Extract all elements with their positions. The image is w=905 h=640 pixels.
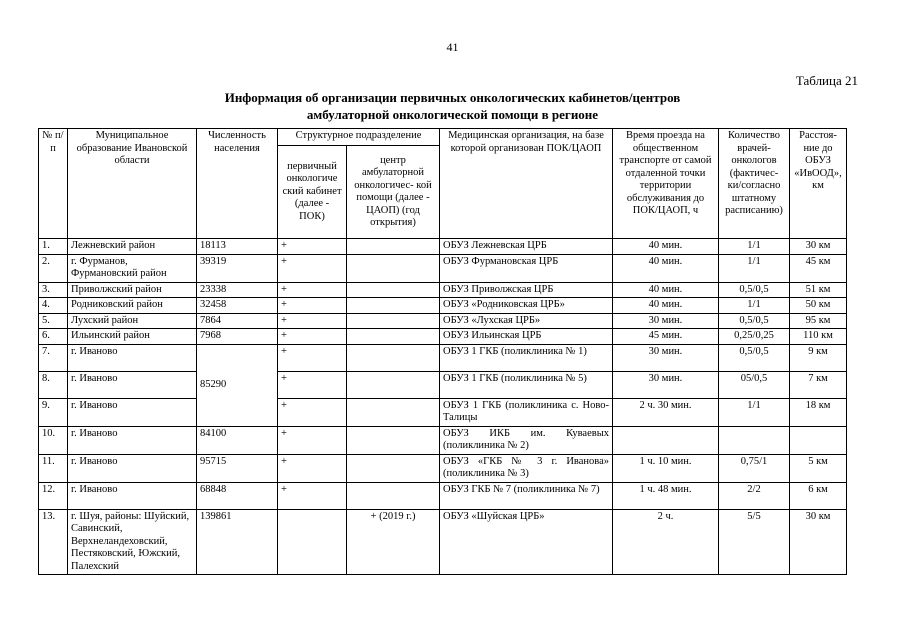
cell-med-org: ОБУЗ Ильинская ЦРБ [440, 329, 613, 345]
cell-num: 6. [39, 329, 68, 345]
cell-travel-time: 40 мин. [613, 239, 719, 255]
cell-population: 68848 [197, 482, 278, 509]
cell-num: 11. [39, 454, 68, 482]
cell-distance: 6 км [790, 482, 847, 509]
cell-caop [347, 371, 440, 398]
cell-caop [347, 344, 440, 371]
cell-pok: + [278, 282, 347, 298]
cell-distance: 7 км [790, 371, 847, 398]
cell-num: 9. [39, 398, 68, 426]
header-travel-time: Время проезда на общественном транспорте от самой отдаленной точки территории обслуживания до ПОК/ЦАОП, ч [613, 129, 719, 239]
table-title [0, 89, 905, 123]
cell-caop [347, 482, 440, 509]
cell-population: 23338 [197, 282, 278, 298]
cell-population: 84100 [197, 426, 278, 454]
cell-pok [278, 509, 347, 575]
cell-caop [347, 282, 440, 298]
cell-municipality: г. Шуя, районы: Шуйский, Савинский, Верхнеландеховский, Пестяковский, Южский, Палехский [68, 509, 197, 575]
cell-pok: + [278, 426, 347, 454]
cell-population: 85290 [197, 344, 278, 426]
cell-distance: 30 км [790, 239, 847, 255]
cell-num: 4. [39, 298, 68, 314]
cell-travel-time: 45 мин. [613, 329, 719, 345]
table-row [39, 298, 847, 314]
cell-doctors: 1/1 [719, 254, 790, 282]
cell-caop [347, 298, 440, 314]
table-row [39, 454, 847, 482]
title-line-2: амбулаторной онкологической помощи в регионе [306, 107, 599, 122]
cell-num: 12. [39, 482, 68, 509]
cell-caop [347, 398, 440, 426]
cell-doctors: 2/2 [719, 482, 790, 509]
cell-municipality: г. Иваново [68, 482, 197, 509]
cell-population: 32458 [197, 298, 278, 314]
cell-pok: + [278, 313, 347, 329]
oncology-table [38, 128, 847, 575]
cell-municipality: Родниковский район [68, 298, 197, 314]
cell-distance: 95 км [790, 313, 847, 329]
cell-municipality: г. Иваново [68, 344, 197, 371]
cell-med-org: ОБУЗ Приволжская ЦРБ [440, 282, 613, 298]
cell-doctors: 0,5/0,5 [719, 282, 790, 298]
cell-pok: + [278, 371, 347, 398]
cell-population: 7864 [197, 313, 278, 329]
cell-med-org: ОБУЗ «Лухская ЦРБ» [440, 313, 613, 329]
header-doctors: Количество врачей- онкологов (фактичес- ки/согласно штатному расписанию) [719, 129, 790, 239]
cell-distance: 45 км [790, 254, 847, 282]
cell-med-org: ОБУЗ 1 ГКБ (поликлиника № 1) [440, 344, 613, 371]
cell-doctors: 05/0,5 [719, 371, 790, 398]
table-row [39, 398, 847, 426]
cell-num: 1. [39, 239, 68, 255]
header-municipality: Муниципальное образование Ивановской области [68, 129, 197, 239]
cell-med-org: ОБУЗ ИКБ им. Куваевых (поликлиника № 2) [440, 426, 613, 454]
cell-pok: + [278, 329, 347, 345]
cell-population: 7968 [197, 329, 278, 345]
cell-pok: + [278, 482, 347, 509]
cell-caop [347, 454, 440, 482]
cell-num: 8. [39, 371, 68, 398]
header-structural: Структурное подразделение [278, 129, 440, 146]
cell-caop: + (2019 г.) [347, 509, 440, 575]
cell-travel-time: 1 ч. 48 мин. [613, 482, 719, 509]
cell-doctors: 0,25/0,25 [719, 329, 790, 345]
cell-caop [347, 426, 440, 454]
cell-distance: 50 км [790, 298, 847, 314]
table-row [39, 371, 847, 398]
table-row [39, 426, 847, 454]
cell-doctors [719, 426, 790, 454]
cell-doctors: 1/1 [719, 298, 790, 314]
cell-distance: 18 км [790, 398, 847, 426]
table-row [39, 329, 847, 345]
cell-travel-time: 30 мин. [613, 313, 719, 329]
cell-med-org: ОБУЗ 1 ГКБ (поликлиника с. Ново-Талицы [440, 398, 613, 426]
cell-med-org: ОБУЗ Лежневская ЦРБ [440, 239, 613, 255]
cell-municipality: Лухский район [68, 313, 197, 329]
cell-num: 7. [39, 344, 68, 371]
cell-pok: + [278, 454, 347, 482]
cell-num: 13. [39, 509, 68, 575]
header-num: № п/п [39, 129, 68, 239]
cell-population: 95715 [197, 454, 278, 482]
cell-distance: 9 км [790, 344, 847, 371]
cell-med-org: ОБУЗ «ГКБ № 3 г. Иванова» (поликлиника № 3) [440, 454, 613, 482]
cell-municipality: г. Иваново [68, 371, 197, 398]
cell-doctors: 0,5/0,5 [719, 344, 790, 371]
cell-med-org: ОБУЗ «Шуйская ЦРБ» [440, 509, 613, 575]
cell-travel-time: 2 ч. [613, 509, 719, 575]
cell-pok: + [278, 298, 347, 314]
cell-med-org: ОБУЗ «Родниковская ЦРБ» [440, 298, 613, 314]
header-med-org: Медицинская организация, на базе которой организован ПОК/ЦАОП [440, 129, 613, 239]
cell-caop [347, 329, 440, 345]
cell-municipality: Приволжский район [68, 282, 197, 298]
cell-doctors: 1/1 [719, 239, 790, 255]
cell-pok: + [278, 398, 347, 426]
table-row [39, 282, 847, 298]
cell-doctors: 5/5 [719, 509, 790, 575]
cell-num: 5. [39, 313, 68, 329]
cell-travel-time: 2 ч. 30 мин. [613, 398, 719, 426]
table-row [39, 254, 847, 282]
cell-municipality: г. Иваново [68, 426, 197, 454]
cell-distance: 51 км [790, 282, 847, 298]
cell-travel-time: 30 мин. [613, 371, 719, 398]
cell-municipality: Ильинский район [68, 329, 197, 345]
table-row [39, 313, 847, 329]
table-row [39, 482, 847, 509]
cell-caop [347, 239, 440, 255]
cell-num: 2. [39, 254, 68, 282]
cell-municipality: г. Фурманов, Фурмановский район [68, 254, 197, 282]
cell-distance: 30 км [790, 509, 847, 575]
cell-travel-time: 40 мин. [613, 282, 719, 298]
cell-med-org: ОБУЗ Фурмановская ЦРБ [440, 254, 613, 282]
cell-caop [347, 313, 440, 329]
cell-doctors: 1/1 [719, 398, 790, 426]
cell-med-org: ОБУЗ ГКБ № 7 (поликлиника № 7) [440, 482, 613, 509]
table-label: Таблица 21 [795, 73, 858, 88]
cell-distance: 5 км [790, 454, 847, 482]
cell-pok: + [278, 344, 347, 371]
header-pok: первичный онкологиче ский кабинет (далее - ПОК) [278, 146, 347, 239]
table-row [39, 509, 847, 575]
cell-doctors: 0,75/1 [719, 454, 790, 482]
cell-med-org: ОБУЗ 1 ГКБ (поликлиника № 5) [440, 371, 613, 398]
page-number: 41 [446, 40, 459, 54]
cell-population: 39319 [197, 254, 278, 282]
table-row [39, 239, 847, 255]
cell-pok: + [278, 254, 347, 282]
header-distance: Расстоя- ние до ОБУЗ «ИвООД», км [790, 129, 847, 239]
cell-population: 139861 [197, 509, 278, 575]
cell-num: 10. [39, 426, 68, 454]
cell-distance: 110 км [790, 329, 847, 345]
cell-municipality: г. Иваново [68, 454, 197, 482]
cell-municipality: Лежневский район [68, 239, 197, 255]
header-population: Численность населения [197, 129, 278, 239]
cell-pok: + [278, 239, 347, 255]
cell-municipality: г. Иваново [68, 398, 197, 426]
cell-travel-time [613, 426, 719, 454]
table-row [39, 344, 847, 371]
header-caop: центр амбулаторной онкологичес- кой помощи (далее - ЦАОП) (год открытия) [347, 146, 440, 239]
title-line-1: Информация об организации первичных онкологических кабинетов/центров [224, 90, 681, 105]
cell-caop [347, 254, 440, 282]
cell-doctors: 0,5/0,5 [719, 313, 790, 329]
cell-distance [790, 426, 847, 454]
cell-population: 18113 [197, 239, 278, 255]
cell-num: 3. [39, 282, 68, 298]
cell-travel-time: 1 ч. 10 мин. [613, 454, 719, 482]
cell-travel-time: 40 мин. [613, 298, 719, 314]
cell-travel-time: 30 мин. [613, 344, 719, 371]
cell-travel-time: 40 мин. [613, 254, 719, 282]
